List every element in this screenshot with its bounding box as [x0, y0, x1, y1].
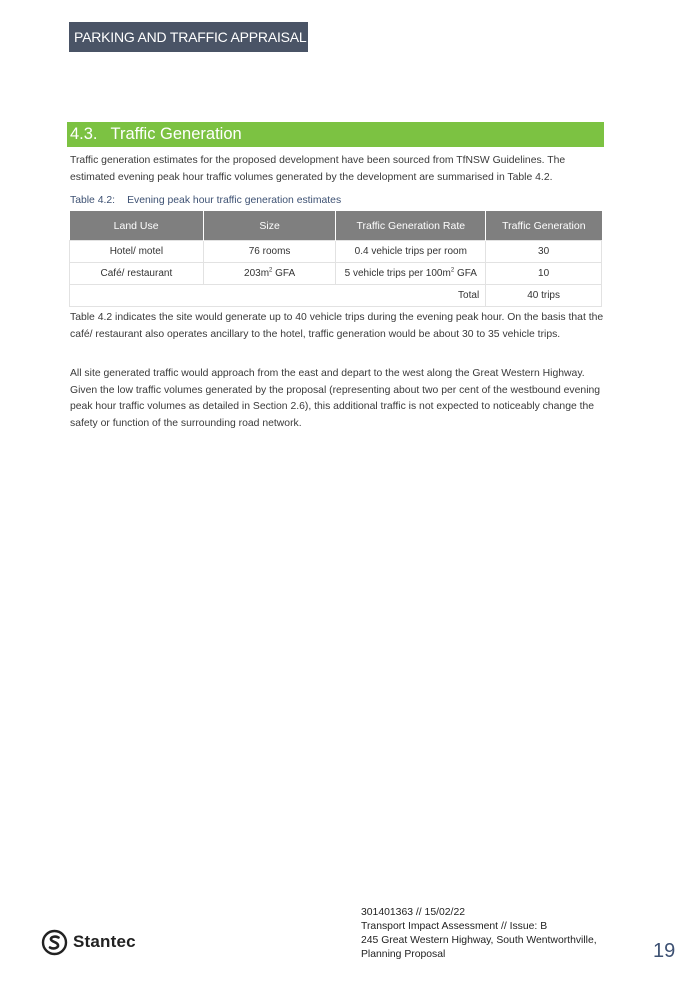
intro-paragraph: Traffic generation estimates for the proposed development have been sourced from TfNSW Guidelines. The estimated evening peak hour traffic volumes generated by the development are summarised in Table 4.2.: [70, 155, 566, 183]
cell-generation: 10: [486, 263, 602, 285]
table-caption-number: Table 4.2:: [70, 195, 116, 206]
column-header-generation: Traffic Generation: [486, 211, 602, 241]
approach-paragraph: All site generated traffic would approach from the east and depart to the west along the Great Western Highway. Given the low traffic volumes generated by the proposal (representing about two per cent of the westbound evening peak hour traffic volumes as detailed in Section 2.6), this additional traffic is not expected to noticeably change the safety or function of the surrounding road network.: [70, 368, 601, 429]
column-header-land-use: Land Use: [70, 211, 204, 241]
header-tab-label: PARKING AND TRAFFIC APPRAISAL: [74, 29, 307, 45]
total-value: 40 trips: [486, 285, 602, 307]
cell-size: $203m^2$ GFA: [203, 263, 336, 285]
header-tab: [69, 22, 308, 52]
cell-size: 76 rooms: [203, 241, 336, 263]
cell-land-use: Hotel/ motel: [70, 241, 204, 263]
section-number: 4.3.: [70, 125, 98, 143]
table-row: [70, 241, 602, 263]
column-header-rate: Traffic Generation Rate: [336, 211, 486, 241]
findings-paragraph: Table 4.2 indicates the site would generate up to 40 vehicle trips during the evening peak hour. On the basis that the café/ restaurant also operates ancillary to the hotel, traffic generation would be about 30 to 35 vehicle trips.: [70, 312, 604, 340]
cell-rate: 0.4 vehicle trips per room: [336, 241, 486, 263]
table-header-row: [70, 211, 602, 241]
logo-wordmark: Stantec: [73, 932, 136, 951]
table-total-row: [70, 285, 602, 307]
column-header-size: Size: [203, 211, 336, 241]
footer-line: 301401363 // 15/02/22: [361, 907, 466, 918]
traffic-generation-table: [69, 211, 602, 307]
footer-line: Transport Impact Assessment // Issue: B: [361, 921, 548, 932]
footer-document-info: [361, 906, 597, 962]
cell-generation: 30: [486, 241, 602, 263]
cell-rate: 5 vehicle trips per $100m^2$ GFA: [336, 263, 486, 285]
section-heading: [67, 122, 604, 147]
footer-line: 245 Great Western Highway, South Wentworthville,: [361, 935, 597, 946]
table-caption-title: Evening peak hour traffic generation estimates: [127, 195, 342, 206]
stantec-logo: [41, 928, 136, 956]
total-label: Total: [70, 285, 486, 307]
section-title: Traffic Generation: [110, 125, 242, 143]
page-number: 19: [653, 940, 676, 962]
cell-land-use: Café/ restaurant: [70, 263, 204, 285]
table-caption: [70, 195, 341, 206]
table-row: [70, 263, 602, 285]
footer-line: Planning Proposal: [361, 949, 446, 960]
stantec-logo-icon: [41, 929, 68, 956]
